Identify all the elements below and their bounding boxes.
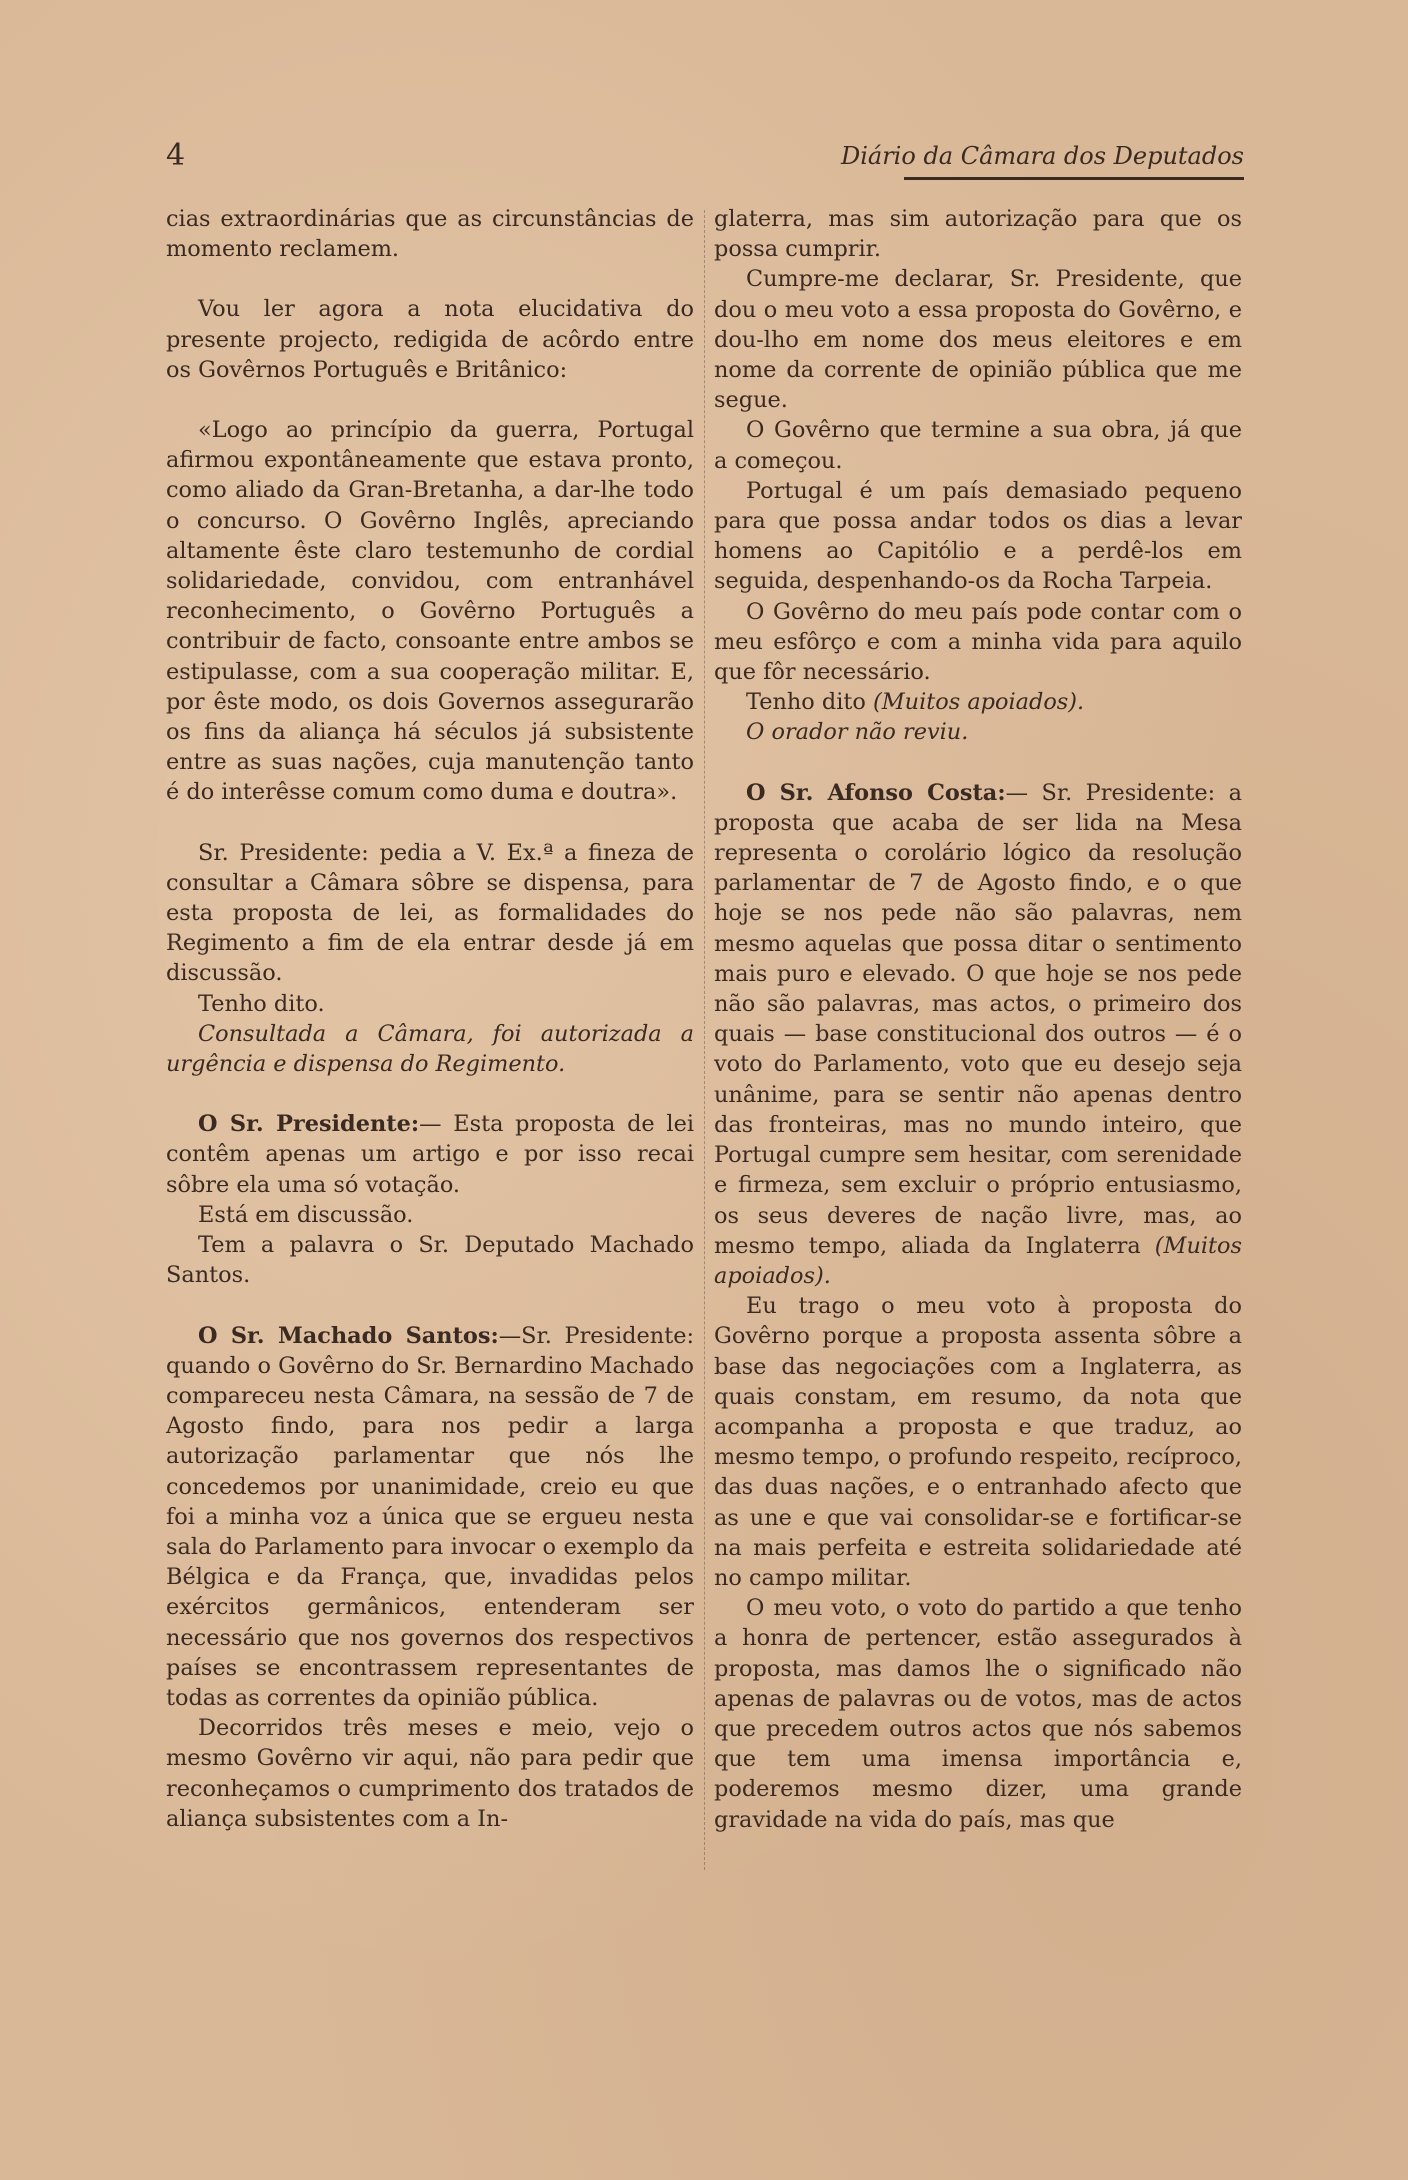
paragraph: O Govêrno do meu país pode contar com o meu esfôrço e com a minha vida para aquilo que fôr necessário. <box>714 598 1242 686</box>
paragraph: O meu voto, o voto do partido a que tenho a honra de pertencer, estão assegurados à proposta, mas damos lhe o significado não apenas de palavras ou de votos, mas de actos que precedem outros actos que nós sabemos que tem uma imensa importância e, poderemos mesmo dizer, uma grande gravidade na vida do país, mas que <box>714 1595 1242 1833</box>
right-column <box>714 204 1242 1835</box>
procedural-note: O orador não reviu. <box>746 719 969 746</box>
applause-note: (Muitos apoiados). <box>872 689 1085 716</box>
paragraph: Tem a palavra o Sr. Deputado Machado Santos. <box>166 1232 694 1289</box>
paragraph: Decorridos três meses e meio, vejo o mesmo Govêrno vir aqui, não para pedir que reconheçamos o cumprimento dos tratados de aliança subsistentes com a In- <box>166 1715 694 1832</box>
speaker-name: O Sr. Presidente: <box>198 1111 420 1138</box>
speech-text: — Sr. Presidente: a proposta que acaba de ser lida na Mesa representa o corolário lógico da resolução parlamentar de 7 de Agosto findo, e o que hoje se nos pede não são palavras, nem mesmo aquelas que possa ditar o sentimento mais puro e elevado. O que hoje se nos pede não são palavras, mas actos, o primeiro dos quais — base constitucional dos outros — é o voto do Parlamento, voto que eu desejo seja unânime, para se sentir não apenas dentro das fronteiras, mas no mundo inteiro, que Portugal cumpre sem hesitar, com serenidade e firmeza, sem excluir o próprio entusiasmo, os seus deveres de nação livre, mas, ao mesmo tempo, aliada da Inglaterra <box>714 779 1243 1259</box>
applause-note: (Muitos apoiados). <box>714 1232 1242 1289</box>
speech-text: — Esta proposta de lei contêm apenas um artigo e por isso recai sôbre ela uma só votação. <box>166 1111 694 1198</box>
paragraph: cias extraordinárias que as circunstâncias de momento reclamem. <box>166 206 694 263</box>
quoted-note: «Logo ao princípio da guerra, Portugal afirmou expontâneamente que estava pronto, como aliado da Gran-Bretanha, a dar-lhe todo o concurso. O Govêrno Inglês, apreciando altamente êste claro testemunho de cordial solidariedade, convidou, com entranhável reconhecimento, o Govêrno Português a contribuir de facto, consoante entre ambos se estipulasse, com a sua cooperação militar. E, por êste modo, os dois Governos assegurarão os fins da aliança há séculos já subsistente entre as suas nações, cuja manutenção tanto é do interêsse comum como duma e doutra». <box>166 417 694 806</box>
paragraph: Vou ler agora a nota elucidativa do presente projecto, redigida de acôrdo entre os Govêrnos Português e Britânico: <box>166 296 694 383</box>
paragraph: Cumpre-me declarar, Sr. Presidente, que dou o meu voto a essa proposta do Govêrno, e dou-lho em nome dos meus eleitores e em nome da corrente de opinião pública que me segue. <box>714 266 1242 414</box>
paragraph: Tenho dito. <box>198 990 325 1017</box>
page-header <box>166 132 1244 184</box>
procedural-note: Consultada a Câmara, foi autorizada a urgência e dispensa do Regimento. <box>166 1020 694 1078</box>
speech-text: —Sr. Presidente: quando o Govêrno do Sr. Bernardino Machado compareceu nesta Câmara, na sessão de 7 de Agosto findo, para nos pedir a larga autorização parlamentar que nós lhe concedemos por unanimidade, creio eu que foi a minha voz a única que se ergueu nesta sala do Parlamento para invocar o exemplo da Bélgica e da França, que, invadidas pelos exércitos germânicos, entenderam ser necessário que nos governos dos respectivos países se encontrassem representantes de todas as correntes da opinião pública. <box>166 1322 694 1711</box>
paragraph: Eu trago o meu voto à proposta do Govêrno porque a proposta assenta sôbre a base das negociações com a Inglaterra, as quais constam, em resumo, da nota que acompanha a proposta e que traduz, ao mesmo tempo, o profundo respeito, recíproco, das duas nações, e o entranhado afecto que as une e que vai consolidar-se e fortificar-se na mais perfeita e estreita solidariedade até no campo militar. <box>714 1293 1242 1591</box>
paragraph: O Govêrno que termine a sua obra, já que a começou. <box>714 417 1242 474</box>
left-column <box>166 204 694 1834</box>
speech <box>714 778 1242 1291</box>
header-rule <box>904 177 1244 180</box>
journal-title: Diário da Câmara dos Deputados <box>840 142 1244 170</box>
speech <box>166 1321 694 1714</box>
speaker-name: O Sr. Machado Santos: <box>198 1322 499 1349</box>
column-divider <box>704 210 705 1870</box>
speech <box>166 1109 694 1200</box>
paragraph: Portugal é um país demasiado pequeno para que possa andar todos os dias a levar homens ao Capitólio e a perdê-los em seguida, despenhando-os da Rocha Tarpeia. <box>714 477 1242 595</box>
paragraph: Sr. Presidente: pedia a V. Ex.ª a fineza de consultar a Câmara sôbre se dispensa, para esta proposta de lei, as formalidades do Regimento a fim de ela entrar desde já em discussão. <box>166 839 694 987</box>
paragraph: glaterra, mas sim autorização para que os possa cumprir. <box>714 206 1242 263</box>
paragraph: Está em discussão. <box>198 1201 414 1228</box>
text: Tenho dito <box>746 689 873 716</box>
paragraph <box>714 687 1242 717</box>
speaker-name: O Sr. Afonso Costa: <box>746 779 1006 806</box>
page-number: 4 <box>166 138 186 173</box>
